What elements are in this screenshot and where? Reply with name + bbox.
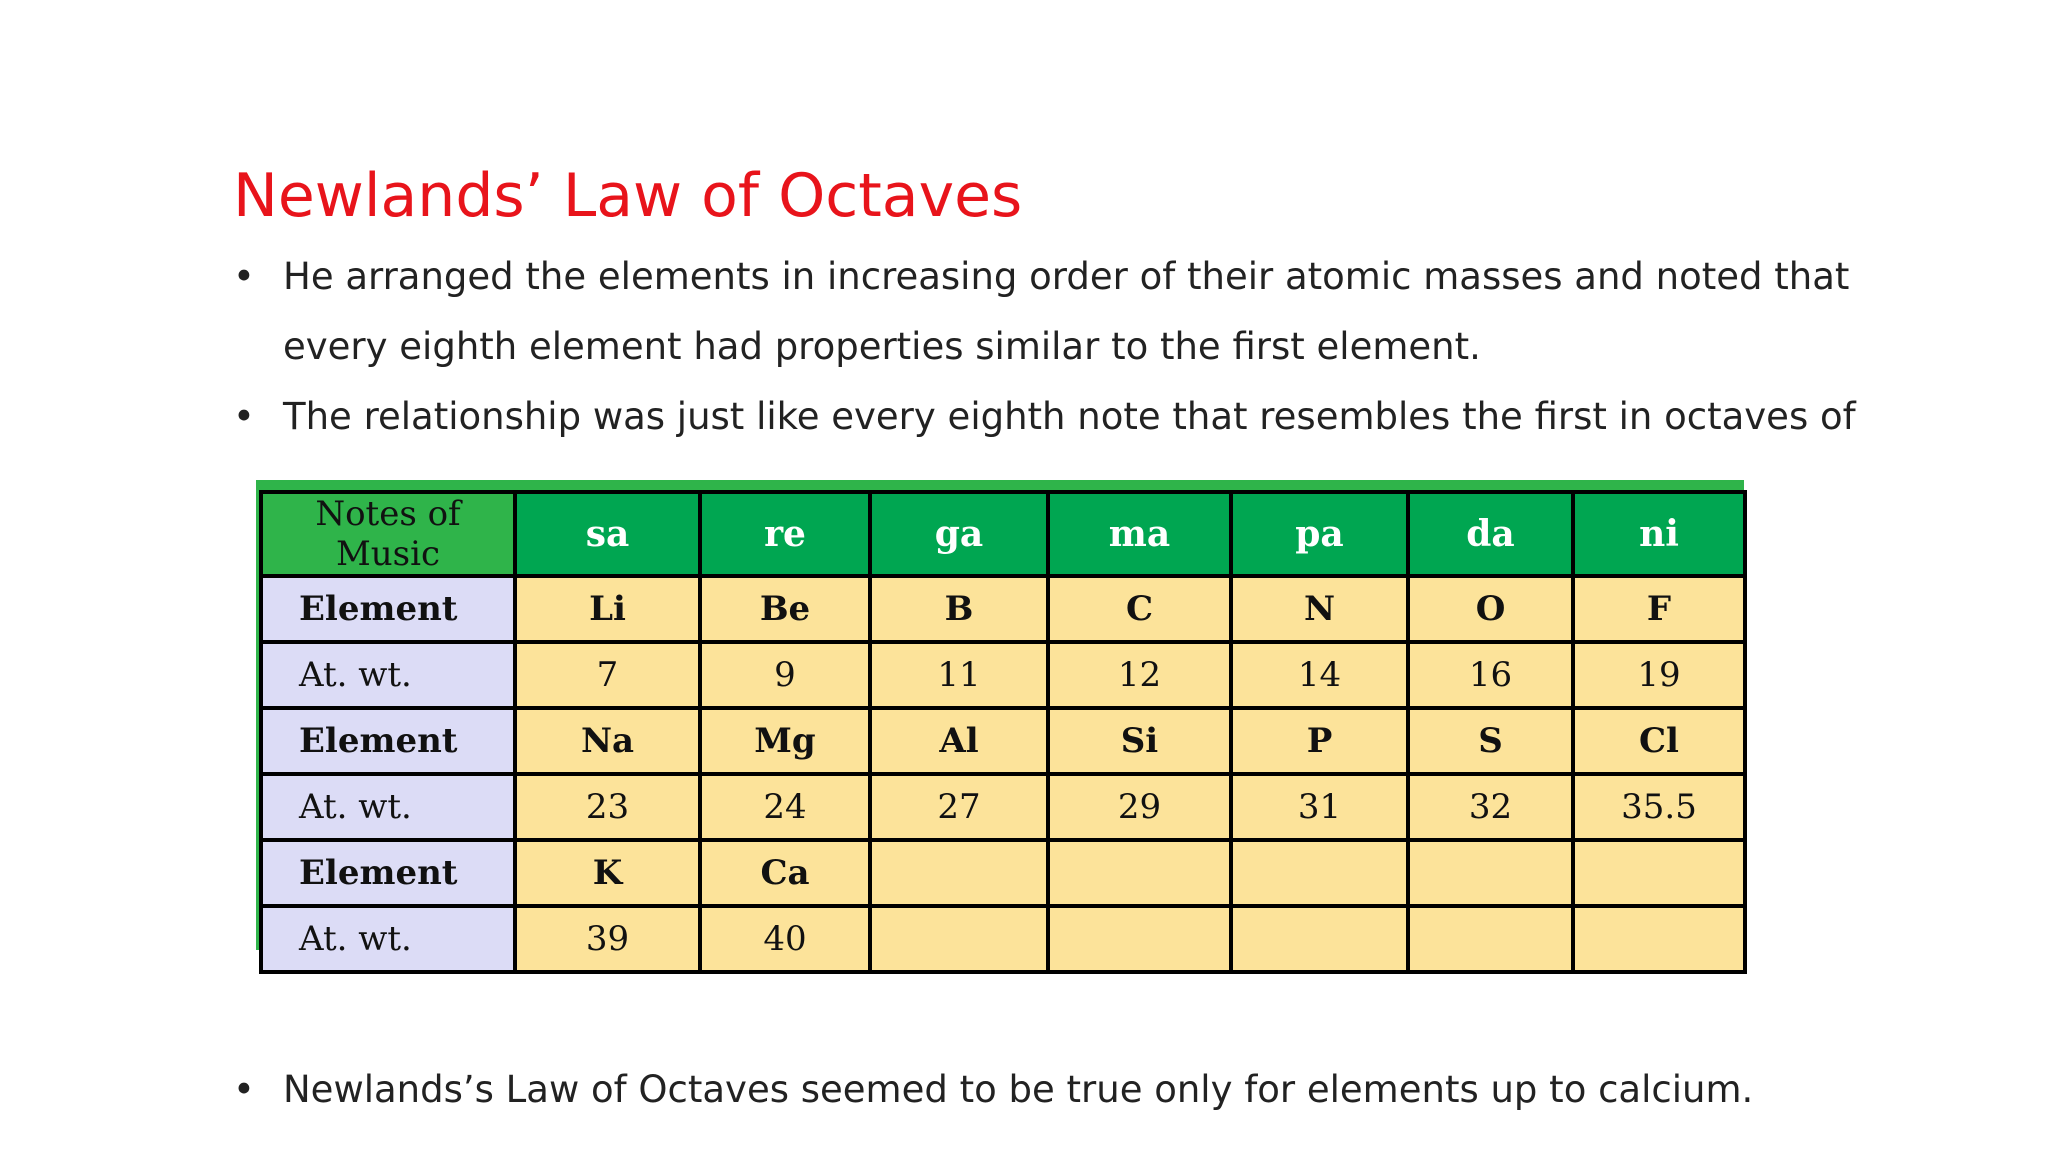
element-row [261, 576, 1745, 642]
bullet-text: He arranged the elements in increasing order of their atomic masses and noted that every eighth element had properties similar to the first element. [283, 255, 1850, 368]
element-cell: Al [870, 708, 1048, 774]
element-cell: Na [515, 708, 700, 774]
bullet-item [233, 382, 1933, 452]
element-label: Element [261, 576, 515, 642]
element-cell [1048, 840, 1231, 906]
bullet-item [233, 242, 1933, 382]
weight-row [261, 642, 1745, 708]
note-cell: ma [1048, 492, 1231, 576]
element-cell: Li [515, 576, 700, 642]
weight-cell [1408, 906, 1573, 972]
weight-cell: 27 [870, 774, 1048, 840]
element-cell: Ca [700, 840, 870, 906]
weight-cell: 19 [1573, 642, 1745, 708]
weight-cell: 9 [700, 642, 870, 708]
element-cell: C [1048, 576, 1231, 642]
notes-header: Notes of Music [261, 492, 515, 576]
octaves-table-image [256, 480, 1744, 959]
weight-cell [1231, 906, 1408, 972]
bullet-item [233, 1055, 1933, 1125]
element-cell: F [1573, 576, 1745, 642]
weight-cell [1048, 906, 1231, 972]
element-label: Element [261, 840, 515, 906]
element-cell [1573, 840, 1745, 906]
element-cell [1408, 840, 1573, 906]
weight-label: At. wt. [261, 906, 515, 972]
note-cell: re [700, 492, 870, 576]
weight-cell: 11 [870, 642, 1048, 708]
weight-cell: 16 [1408, 642, 1573, 708]
element-cell: Be [700, 576, 870, 642]
weight-cell: 12 [1048, 642, 1231, 708]
element-cell: B [870, 576, 1048, 642]
element-cell: Cl [1573, 708, 1745, 774]
weight-cell: 32 [1408, 774, 1573, 840]
bullet-marker: • [233, 1068, 255, 1111]
element-label: Element [261, 708, 515, 774]
weight-cell: 23 [515, 774, 700, 840]
element-cell: P [1231, 708, 1408, 774]
note-cell: da [1408, 492, 1573, 576]
note-cell: ga [870, 492, 1048, 576]
weight-label: At. wt. [261, 774, 515, 840]
weight-cell: 7 [515, 642, 700, 708]
weight-row [261, 906, 1745, 972]
notes-row [261, 492, 1745, 576]
weight-cell: 35.5 [1573, 774, 1745, 840]
octaves-table [259, 490, 1747, 974]
weight-cell: 31 [1231, 774, 1408, 840]
element-cell: Si [1048, 708, 1231, 774]
weight-cell: 24 [700, 774, 870, 840]
weight-cell: 40 [700, 906, 870, 972]
weight-cell [870, 906, 1048, 972]
weight-row [261, 774, 1745, 840]
bullet-marker: • [233, 395, 255, 438]
bullet-marker: • [233, 255, 255, 298]
element-cell: Mg [700, 708, 870, 774]
note-cell: pa [1231, 492, 1408, 576]
element-row [261, 840, 1745, 906]
weight-cell [1573, 906, 1745, 972]
weight-cell: 39 [515, 906, 700, 972]
weight-cell: 14 [1231, 642, 1408, 708]
note-cell: sa [515, 492, 700, 576]
element-row [261, 708, 1745, 774]
bullet-text: Newlands’s Law of Octaves seemed to be true only for elements up to calcium. [283, 1068, 1754, 1111]
slide-title: Newlands’ Law of Octaves [233, 161, 1023, 231]
element-cell [870, 840, 1048, 906]
bullet-text: The relationship was just like every eighth note that resembles the first in octaves of [283, 395, 1856, 438]
weight-cell: 29 [1048, 774, 1231, 840]
element-cell: K [515, 840, 700, 906]
element-cell: O [1408, 576, 1573, 642]
element-cell: N [1231, 576, 1408, 642]
element-cell: S [1408, 708, 1573, 774]
element-cell [1231, 840, 1408, 906]
weight-label: At. wt. [261, 642, 515, 708]
note-cell: ni [1573, 492, 1745, 576]
